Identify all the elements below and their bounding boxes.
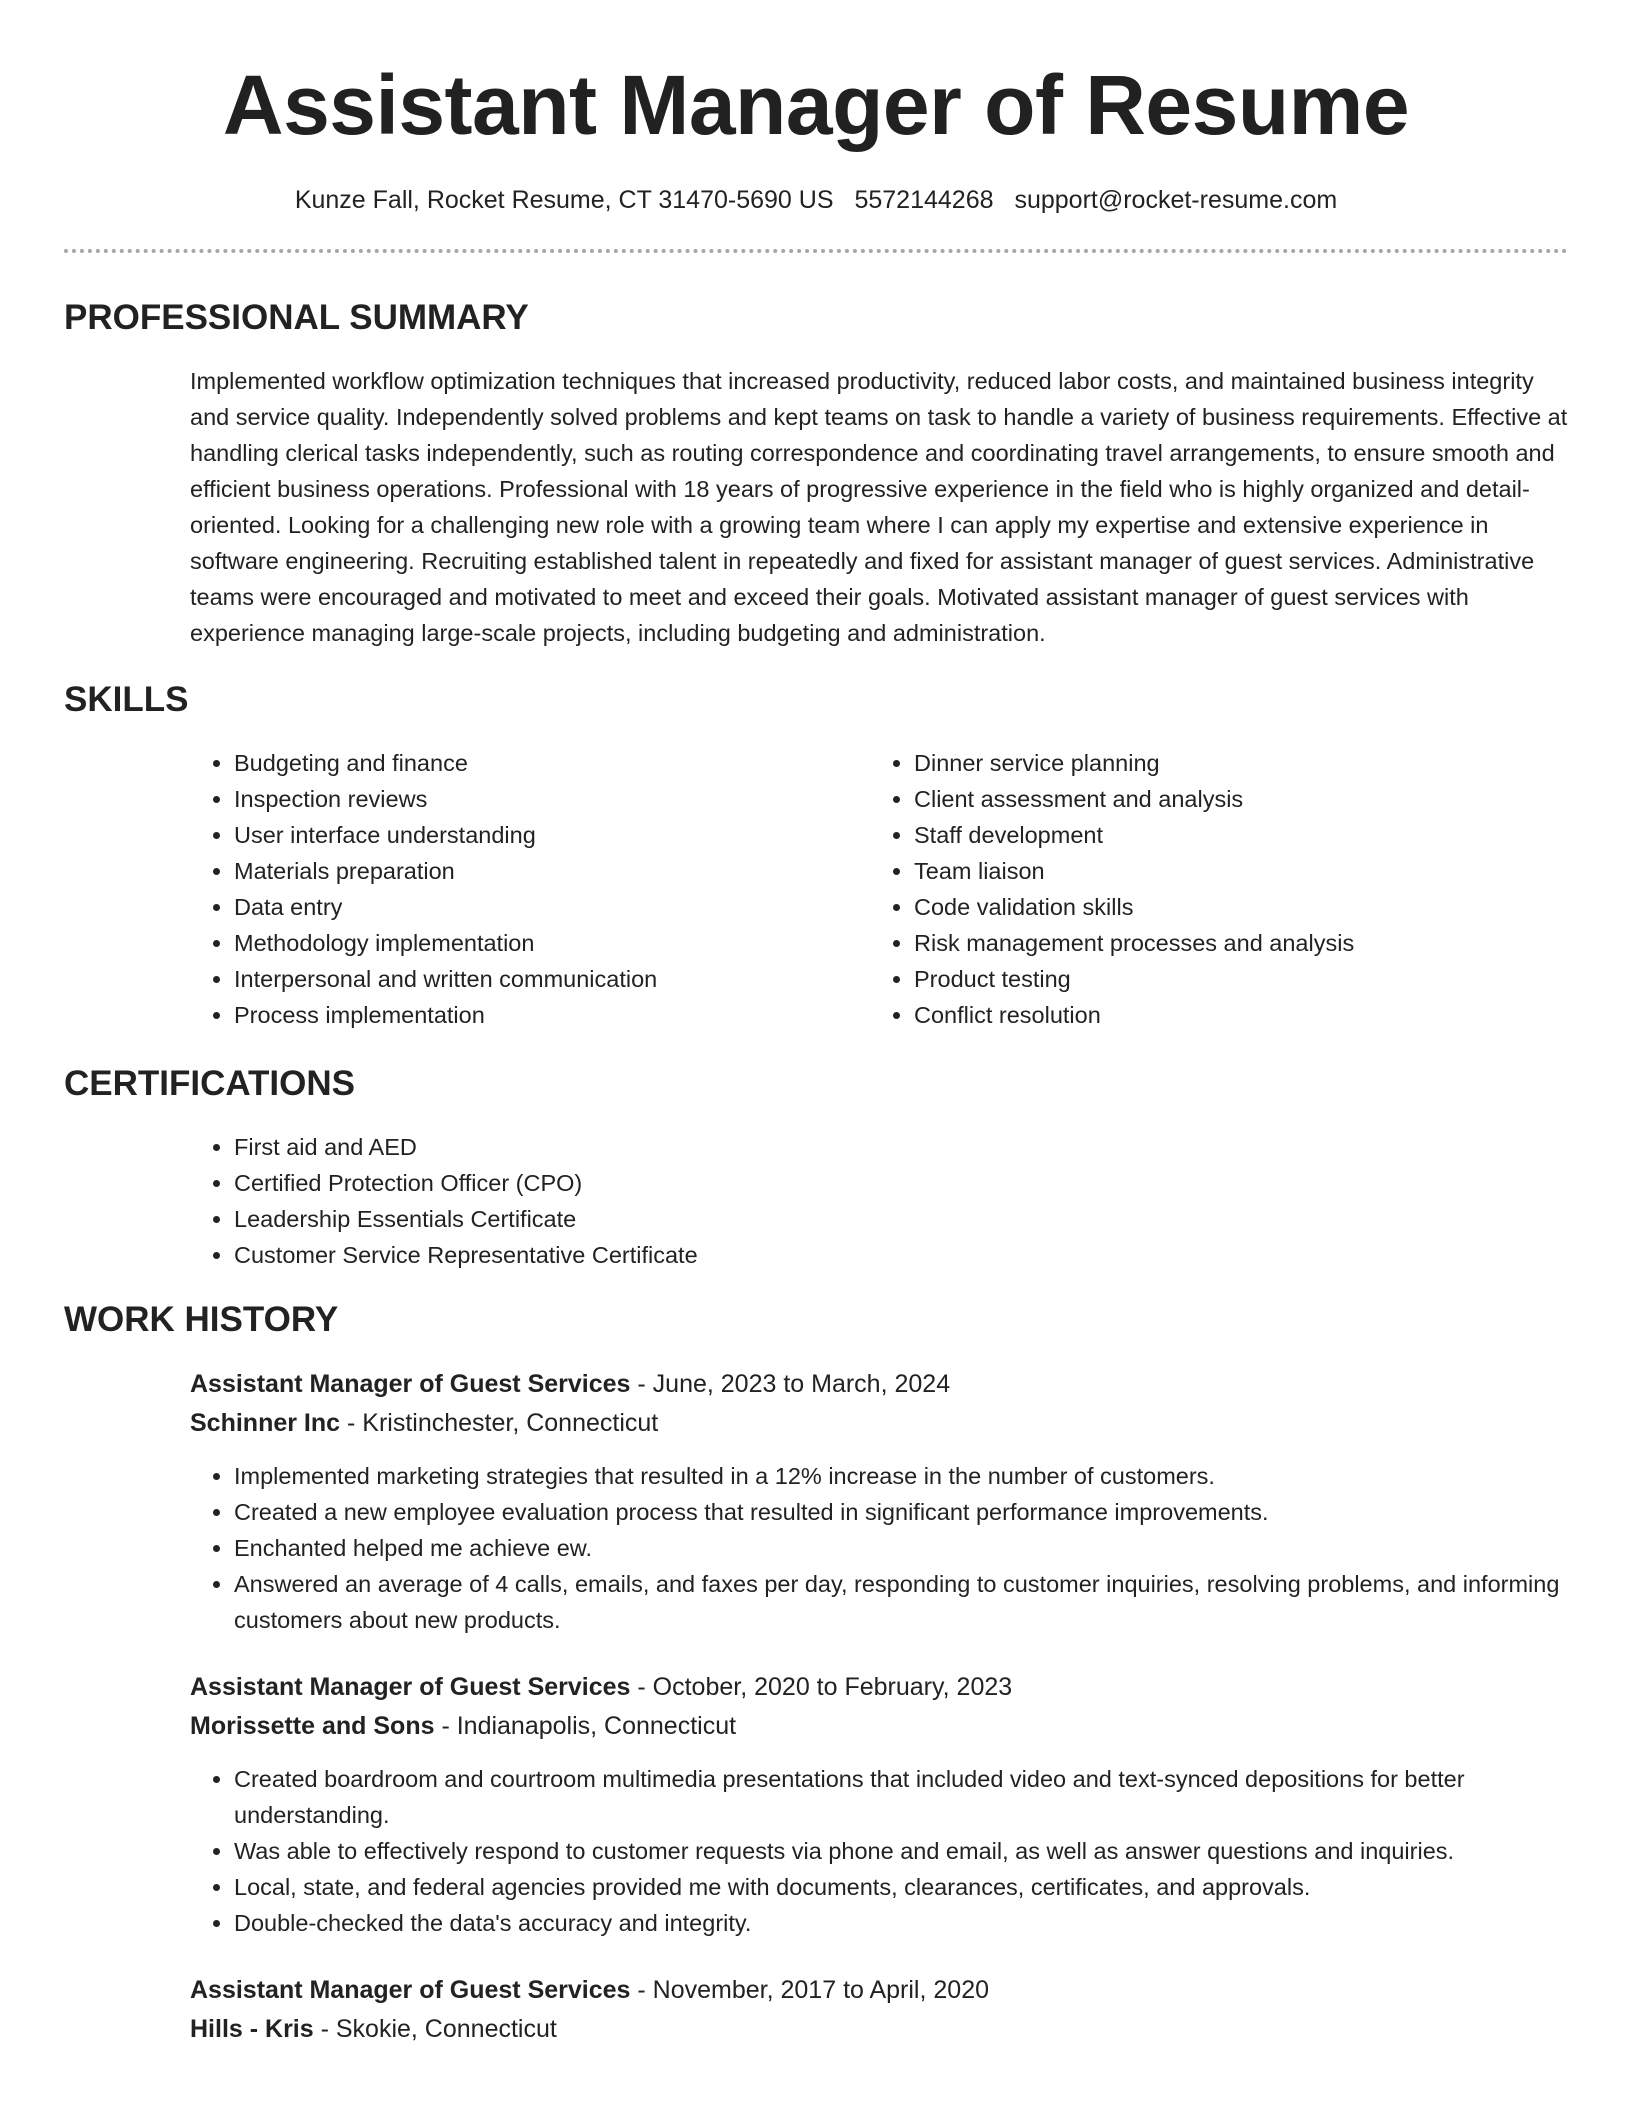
- resume-name: Assistant Manager of Resume: [222, 58, 1410, 152]
- skills-list-left: [190, 745, 870, 1033]
- summary-heading: PROFESSIONAL SUMMARY: [64, 298, 529, 337]
- skill-item: • Data entry: [234, 889, 870, 925]
- skill-item: • Materials preparation: [234, 853, 870, 889]
- certification-item: • First aid and AED: [234, 1129, 1568, 1165]
- certifications-list: [190, 1129, 1568, 1273]
- job-duty: • Was able to effectively respond to customer requests via phone and email, as well as answer questions and inquiries.: [234, 1833, 1568, 1869]
- job-duty: • Enchanted helped me achieve ew.: [234, 1530, 1568, 1566]
- job-duty: • Created boardroom and courtroom multimedia presentations that included video and text-synced depositions for better understanding.: [234, 1761, 1568, 1833]
- certification-item: • Customer Service Representative Certificate: [234, 1237, 1568, 1273]
- contact-email: support@rocket-resume.com: [1014, 186, 1338, 214]
- job-company: Morissette and Sons: [190, 1712, 435, 1740]
- job-title-line: [190, 1971, 1568, 2010]
- job-entry: [190, 1668, 1568, 1941]
- skills-column-right: [870, 745, 1550, 1033]
- work-history-section: [64, 1299, 1568, 2049]
- skill-item: • Staff development: [914, 817, 1550, 853]
- job-duty: • Double-checked the data's accuracy and integrity.: [234, 1905, 1568, 1941]
- skills-heading: SKILLS: [64, 680, 189, 719]
- job-location: - Skokie, Connecticut: [313, 2015, 557, 2043]
- skill-item: • Client assessment and analysis: [914, 781, 1550, 817]
- job-duty: • Local, state, and federal agencies provided me with documents, clearances, certificates, and approvals.: [234, 1869, 1568, 1905]
- certifications-heading: CERTIFICATIONS: [64, 1064, 356, 1103]
- job-location: - Kristinchester, Connecticut: [340, 1409, 659, 1437]
- job-dates: - November, 2017 to April, 2020: [630, 1976, 989, 2004]
- job-title-line: [190, 1365, 1568, 1404]
- certification-item: • Certified Protection Officer (CPO): [234, 1165, 1568, 1201]
- skill-item: • Code validation skills: [914, 889, 1550, 925]
- job-role: Assistant Manager of Guest Services: [190, 1673, 631, 1701]
- skill-item: • Budgeting and finance: [234, 745, 870, 781]
- skill-item: • Interpersonal and written communication: [234, 961, 870, 997]
- header-divider: [64, 249, 1568, 253]
- skill-item: • Methodology implementation: [234, 925, 870, 961]
- resume-page: [64, 0, 1568, 2049]
- job-dates: - June, 2023 to March, 2024: [630, 1370, 951, 1398]
- skills-grid: [190, 745, 1568, 1033]
- certification-item: • Leadership Essentials Certificate: [234, 1201, 1568, 1237]
- job-company-line: [190, 2010, 1568, 2049]
- job-company: Hills - Kris: [190, 2015, 314, 2043]
- job-duty: • Answered an average of 4 calls, emails, and faxes per day, responding to customer inquiries, resolving problems, and informing customers about new products.: [234, 1566, 1568, 1638]
- contact-address: Kunze Fall, Rocket Resume, CT 31470-5690 US: [294, 186, 834, 214]
- skill-item: • Process implementation: [234, 997, 870, 1033]
- job-entry: [190, 1365, 1568, 1638]
- skill-item: • Inspection reviews: [234, 781, 870, 817]
- skill-item: • Team liaison: [914, 853, 1550, 889]
- job-title-line: [190, 1668, 1568, 1707]
- skill-item: • Product testing: [914, 961, 1550, 997]
- job-role: Assistant Manager of Guest Services: [190, 1976, 631, 2004]
- job-company: Schinner Inc: [190, 1409, 341, 1437]
- skills-list-right: [870, 745, 1550, 1033]
- job-company-line: [190, 1707, 1568, 1746]
- skill-item: • Risk management processes and analysis: [914, 925, 1550, 961]
- skill-item: • Dinner service planning: [914, 745, 1550, 781]
- job-location: - Indianapolis, Connecticut: [434, 1712, 737, 1740]
- skill-item: • Conflict resolution: [914, 997, 1550, 1033]
- contact-phone: 5572144268: [854, 186, 994, 214]
- job-company-line: [190, 1404, 1568, 1443]
- job-duty: • Implemented marketing strategies that resulted in a 12% increase in the number of customers.: [234, 1458, 1568, 1494]
- skills-section: [64, 679, 1568, 1033]
- summary-text: Implemented workflow optimization techniques that increased productivity, reduced labor costs, and maintained business integrity and service quality. Independently solved problems and kept teams on task to handle a variety of business requirements. Effective at handling clerical tasks independently, such as routing correspondence and coordinating travel arrangements, to ensure smooth and efficient business operations. Professional with 18 years of progressive experience in the field who is highly organized and detail-oriented. Looking for a challenging new role with a growing team where I can apply my expertise and extensive experience in software engineering. Recruiting established talent in repeatedly and fixed for assistant manager of guest services. Administrative teams were encouraged and motivated to meet and exceed their goals. Motivated assistant manager of guest services with experience managing large-scale projects, including budgeting and administration.: [190, 368, 1568, 646]
- skills-column-left: [190, 745, 870, 1033]
- job-role: Assistant Manager of Guest Services: [190, 1370, 631, 1398]
- work-history-heading: WORK HISTORY: [64, 1300, 339, 1339]
- skill-item: • User interface understanding: [234, 817, 870, 853]
- summary-section: [64, 297, 1568, 651]
- certifications-block: [190, 1129, 1568, 1273]
- job-duties-list: [190, 1761, 1568, 1941]
- contact-line: [64, 183, 1568, 217]
- certifications-section: [64, 1063, 1568, 1273]
- job-duty: • Created a new employee evaluation process that resulted in significant performance improvements.: [234, 1494, 1568, 1530]
- job-duties-list: [190, 1458, 1568, 1638]
- job-entry: [190, 1971, 1568, 2049]
- job-dates: - October, 2020 to February, 2023: [630, 1673, 1013, 1701]
